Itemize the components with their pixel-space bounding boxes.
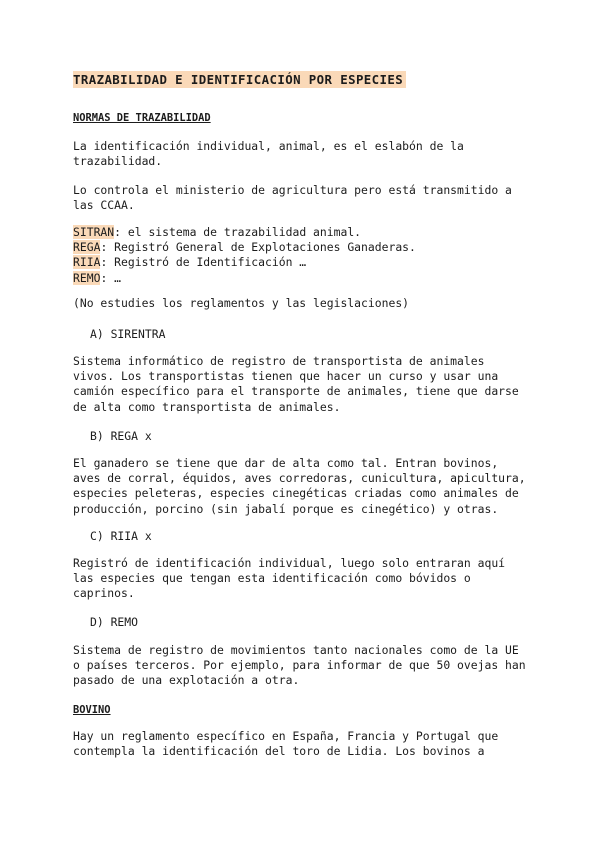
system-description: : Registró General de Explotaciones Ganaderas.: [100, 240, 416, 255]
text-line: las especies que tengan esta identificación como bóvidos o: [73, 571, 471, 586]
section-b-heading: B) REGA x: [90, 429, 152, 443]
text-line: pasado de una explotación a otra.: [73, 673, 300, 688]
text-line: las CCAA.: [73, 198, 135, 213]
text-line: contempla la identificación del toro de Lidia. Los bovinos a: [73, 744, 485, 759]
system-acronym: SITRAN: [73, 225, 115, 239]
section-a-paragraph: [73, 354, 519, 415]
system-rega: [73, 240, 416, 255]
text-line: o países terceros. Por ejemplo, para informar de que 50 ovejas han: [73, 658, 526, 673]
section-a-heading: A) SIRENTRA: [90, 327, 166, 341]
system-acronym: REGA: [73, 240, 101, 255]
text-line: caprinos.: [73, 586, 135, 601]
bovino-paragraph: [73, 729, 498, 759]
section-c-heading: C) RIIA x: [90, 529, 152, 543]
text-line: La identificación individual, animal, es el eslabón de la: [73, 139, 464, 153]
system-description: : …: [100, 270, 122, 285]
text-line: trazabilidad.: [73, 154, 163, 169]
system-riia: [73, 255, 416, 270]
text-line: Sistema informático de registro de transportista de animales: [73, 354, 485, 368]
bovino-heading: BOVINO: [73, 704, 111, 716]
text-line: El ganadero se tiene que dar de alta como tal. Entran bovinos,: [73, 456, 499, 470]
system-description: : Registró de Identificación …: [100, 255, 307, 270]
section-d-heading: D) REMO: [90, 615, 139, 629]
section-b-paragraph: [73, 456, 526, 517]
system-acronym: REMO: [73, 270, 101, 285]
system-remo: [73, 271, 416, 286]
text-line: aves de corral, équidos, aves corredoras, cunicultura, apicultura,: [73, 471, 526, 486]
system-description: : el sistema de trazabilidad animal.: [114, 225, 362, 239]
normas-heading: NORMAS DE TRAZABILIDAD: [73, 112, 211, 124]
text-line: camión específico para el transporte de animales, tiene que darse: [73, 384, 519, 399]
text-line: vivos. Los transportistas tienen que hacer un curso y usar una: [73, 369, 499, 384]
text-line: especies peleteras, especies cinegéticas criadas como animales de: [73, 486, 519, 501]
text-line: Hay un reglamento específico en España, Francia y Portugal que: [73, 729, 499, 743]
document-title-line: [73, 72, 406, 88]
intro-paragraph-1: [73, 139, 464, 169]
text-line: producción, porcino (sin jabalí porque es cinegético) y otras.: [73, 501, 499, 516]
system-sitran: [73, 225, 416, 240]
system-acronym: RIIA: [73, 255, 101, 270]
text-line: de alta como transportista de animales.: [73, 399, 341, 414]
intro-paragraph-2: [73, 183, 512, 213]
text-line: Sistema de registro de movimientos tanto nacionales como de la UE: [73, 643, 519, 657]
text-line: Registró de identificación individual, luego solo entraran aquí: [73, 556, 506, 570]
systems-list: [73, 225, 416, 286]
section-d-paragraph: [73, 643, 526, 689]
study-note: (No estudies los reglamentos y las legislaciones): [73, 296, 410, 310]
document-title: TRAZABILIDAD E IDENTIFICACIÓN POR ESPECIES: [73, 71, 406, 88]
section-c-paragraph: [73, 556, 505, 602]
text-line: Lo controla el ministerio de agricultura pero está transmitido a: [73, 183, 512, 197]
